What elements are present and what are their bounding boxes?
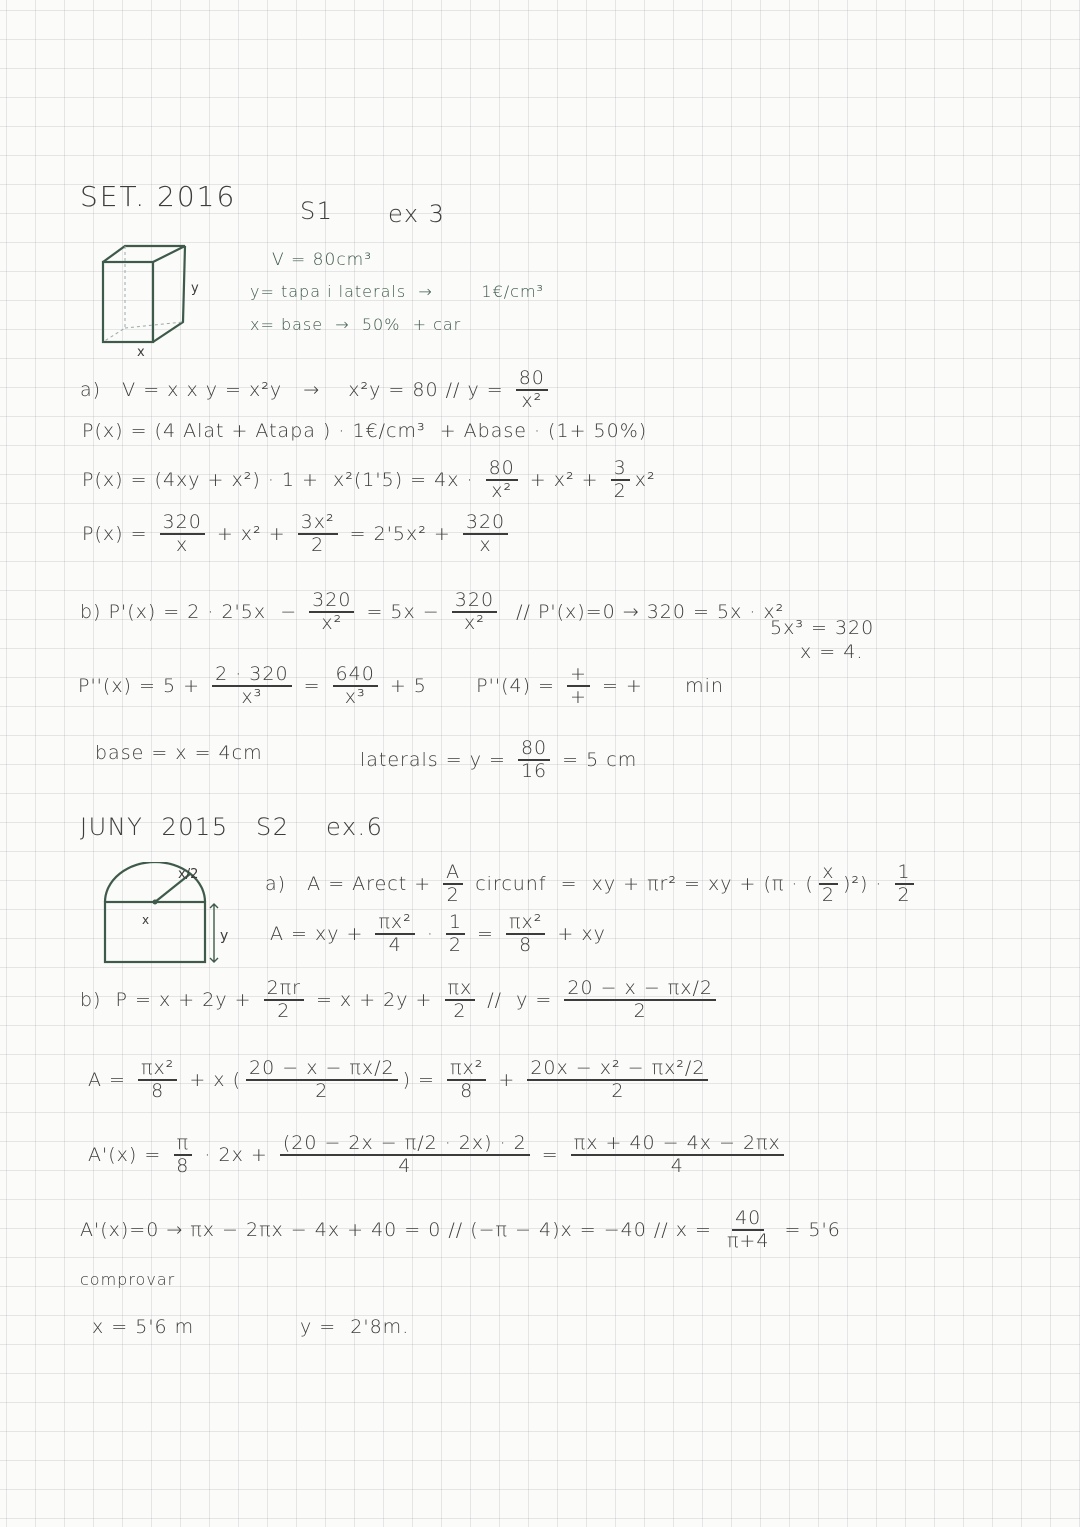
- fraction: [212, 664, 291, 708]
- text-segment: S1: [300, 197, 334, 225]
- check-label: [80, 1270, 175, 1289]
- numerator: 80: [518, 738, 550, 761]
- text-segment: JUNY 2015 S2 ex.6: [80, 813, 384, 841]
- box-prism-diagram: [95, 240, 215, 360]
- fraction: [506, 912, 545, 956]
- numerator: 320: [160, 512, 205, 535]
- text-segment: base = x = 4cm: [95, 742, 263, 764]
- denominator: 2: [277, 999, 291, 1022]
- denominator: 2: [613, 479, 627, 502]
- denominator: +: [570, 685, 587, 708]
- text-segment: · 2x +: [197, 1143, 275, 1166]
- text-segment: + x² +: [209, 522, 293, 545]
- fraction: [567, 664, 590, 708]
- text-segment: ex 3: [388, 200, 446, 228]
- text-segment: x²: [634, 468, 656, 491]
- numerator: 1: [446, 912, 465, 935]
- fraction: [486, 458, 518, 502]
- given-y-cost: [250, 282, 544, 301]
- part-b2-perimeter: [80, 978, 721, 1022]
- text-segment: b) P'(x) = 2 · 2'5x −: [80, 600, 305, 623]
- text-segment: + x (: [182, 1068, 242, 1091]
- text-segment: + xy: [550, 922, 606, 945]
- part-b-second-derivative: [78, 664, 724, 708]
- fraction: [724, 1208, 772, 1252]
- part-b-cube: [770, 617, 874, 639]
- denominator: 2: [446, 883, 460, 906]
- numerator: 80: [516, 368, 548, 391]
- denominator: 16: [520, 759, 548, 782]
- price-simplified: [82, 512, 513, 556]
- denominator: 2: [633, 999, 647, 1022]
- fraction: [463, 512, 508, 556]
- text-segment: x= base → 50% + car: [250, 315, 462, 334]
- denominator: π+4: [726, 1229, 770, 1252]
- text-segment: b) P = x + 2y +: [80, 988, 259, 1011]
- part-a2-area-definition: [265, 862, 919, 906]
- part-b2-solve: [80, 1208, 841, 1252]
- fraction: [333, 664, 378, 708]
- denominator: 2: [315, 1079, 329, 1102]
- fraction: [375, 912, 414, 956]
- fraction: [571, 1133, 784, 1177]
- fraction: [445, 978, 476, 1022]
- title-juny-2015: [80, 813, 383, 841]
- fraction: [564, 978, 716, 1022]
- fraction: [527, 1058, 708, 1102]
- fraction: [138, 1058, 177, 1102]
- numerator: πx + 40 − 4x − 2πx: [571, 1133, 784, 1156]
- text-segment: ·: [419, 922, 441, 945]
- text-segment: y = 2'8m.: [300, 1316, 410, 1338]
- result-x: [92, 1316, 194, 1338]
- denominator: x³: [241, 685, 263, 708]
- text-segment: laterals = y =: [360, 748, 513, 771]
- result-base: [95, 742, 263, 764]
- text-segment: ) =: [402, 1068, 443, 1091]
- title-ex3: [388, 200, 445, 228]
- text-segment: comprovar: [80, 1270, 176, 1289]
- text-segment: a) V = x x y = x²y → x²y = 80 // y =: [80, 378, 511, 401]
- numerator: 20 − x − πx/2: [246, 1058, 398, 1081]
- fraction: [443, 862, 463, 906]
- text-segment: )²) ·: [842, 872, 890, 895]
- part-b-x: [800, 641, 863, 663]
- numerator: 40: [732, 1208, 764, 1231]
- denominator: x³: [344, 685, 366, 708]
- numerator: 80: [486, 458, 518, 481]
- numerator: A: [443, 862, 463, 885]
- denominator: x: [479, 533, 492, 556]
- price-definition: [82, 420, 647, 442]
- fraction: [895, 862, 914, 906]
- denominator: x²: [321, 611, 343, 634]
- numerator: 320: [463, 512, 508, 535]
- fraction: [452, 590, 497, 634]
- text-segment: =: [296, 674, 328, 697]
- text-segment: a) A = Arect +: [265, 872, 439, 895]
- arch-label-y: y: [220, 928, 229, 944]
- denominator: x²: [463, 611, 485, 634]
- text-segment: y= tapa i laterals → 1€/cm³: [250, 282, 544, 301]
- numerator: x: [819, 862, 837, 885]
- denominator: 4: [388, 933, 402, 956]
- numerator: 3: [611, 458, 630, 481]
- denominator: 8: [519, 933, 533, 956]
- text-segment: P''(x) = 5 +: [78, 674, 208, 697]
- arch-label-x: x: [142, 913, 150, 927]
- result-laterals: [360, 738, 637, 782]
- numerator: πx²: [138, 1058, 177, 1081]
- fraction: [160, 512, 205, 556]
- denominator: x: [176, 533, 189, 556]
- fraction: [516, 368, 548, 412]
- denominator: x²: [491, 479, 513, 502]
- denominator: 2: [453, 999, 467, 1022]
- result-y: [300, 1316, 409, 1338]
- text-segment: =: [534, 1143, 566, 1166]
- text-segment: = 5'6: [777, 1218, 841, 1241]
- text-segment: V = 80cm³: [272, 250, 373, 270]
- numerator: 2 · 320: [212, 664, 291, 687]
- part-b2-area: [88, 1058, 713, 1102]
- box-label-x: x: [137, 345, 145, 360]
- denominator: 4: [670, 1154, 684, 1177]
- fraction: [246, 1058, 398, 1102]
- text-segment: P(x) = (4 Alat + Atapa ) · 1€/cm³ + Abase · (1+ 50%): [82, 420, 648, 442]
- arch-label-radius: x/2: [178, 867, 199, 882]
- numerator: 1: [895, 862, 914, 885]
- fraction: [518, 738, 550, 782]
- price-expansion: [82, 458, 656, 502]
- numerator: 640: [333, 664, 378, 687]
- numerator: (20 − 2x − π/2 · 2x) · 2: [280, 1133, 530, 1156]
- denominator: 4: [398, 1154, 412, 1177]
- part-b-derivative: [80, 590, 784, 634]
- text-segment: A'(x) =: [88, 1143, 169, 1166]
- text-segment: P(x) = (4xy + x²) · 1 + x²(1'5) = 4x ·: [82, 468, 481, 491]
- numerator: πx²: [375, 912, 414, 935]
- text-segment: x = 5'6 m: [92, 1316, 195, 1338]
- text-segment: A =: [88, 1068, 133, 1091]
- text-segment: circunf = xy + πr² = xy + (π · (: [468, 872, 814, 895]
- text-segment: = 5 cm: [555, 748, 638, 771]
- text-segment: // P'(x)=0 → 320 = 5x · x²: [502, 600, 785, 623]
- text-segment: = + min: [594, 674, 724, 697]
- text-segment: 5x³ = 320: [770, 617, 875, 639]
- denominator: 2: [448, 933, 463, 956]
- given-x-cost: [250, 315, 461, 334]
- fraction: [447, 1058, 486, 1102]
- part-a2-area-simplified: [270, 912, 606, 956]
- denominator: 2: [611, 1079, 625, 1102]
- text-segment: x = 4.: [800, 641, 864, 663]
- text-segment: // y =: [480, 988, 560, 1011]
- numerator: +: [567, 664, 590, 687]
- numerator: πx²: [447, 1058, 486, 1081]
- numerator: 320: [309, 590, 354, 613]
- denominator: 8: [176, 1154, 190, 1177]
- text-segment: = 2'5x² +: [342, 522, 458, 545]
- text-segment: P(x) =: [82, 522, 155, 545]
- numerator: 20x − x² − πx²/2: [527, 1058, 708, 1081]
- fraction: [819, 862, 838, 906]
- denominator: x²: [521, 389, 543, 412]
- numerator: 320: [452, 590, 497, 613]
- fraction: [264, 978, 304, 1022]
- text-segment: + 5 P''(4) =: [382, 674, 562, 697]
- arch-window-diagram: [100, 862, 230, 972]
- numerator: π: [174, 1133, 192, 1156]
- numerator: πx: [445, 978, 476, 1001]
- part-b2-derivative: [88, 1133, 789, 1177]
- denominator: 2: [821, 883, 835, 906]
- text-segment: = x + 2y +: [308, 988, 440, 1011]
- text-segment: SET. 2016: [80, 180, 237, 213]
- title-s1: [300, 197, 334, 225]
- numerator: πx²: [506, 912, 545, 935]
- part-a-volume: [80, 368, 553, 412]
- fraction: [611, 458, 630, 502]
- numerator: 3x²: [298, 512, 338, 535]
- text-segment: A'(x)=0 → πx − 2πx − 4x + 40 = 0 // (−π − 4)x = −40 // x =: [80, 1218, 719, 1241]
- fraction: [309, 590, 354, 634]
- denominator: 2: [311, 533, 325, 556]
- text-segment: +: [491, 1068, 523, 1091]
- fraction: [446, 912, 465, 956]
- fraction: [298, 512, 338, 556]
- numerator: 20 − x − πx/2: [564, 978, 716, 1001]
- denominator: 2: [897, 883, 911, 906]
- box-label-y: y: [191, 281, 199, 296]
- text-segment: + x² +: [522, 468, 606, 491]
- given-volume: [272, 250, 372, 270]
- text-segment: A = xy +: [270, 922, 371, 945]
- text-segment: = 5x −: [359, 600, 447, 623]
- denominator: 8: [151, 1079, 165, 1102]
- denominator: 8: [460, 1079, 474, 1102]
- numerator: 2πr: [264, 978, 304, 1001]
- fraction: [280, 1133, 530, 1177]
- title-set-2016: [80, 180, 236, 213]
- text-segment: =: [470, 922, 502, 945]
- fraction: [173, 1133, 192, 1177]
